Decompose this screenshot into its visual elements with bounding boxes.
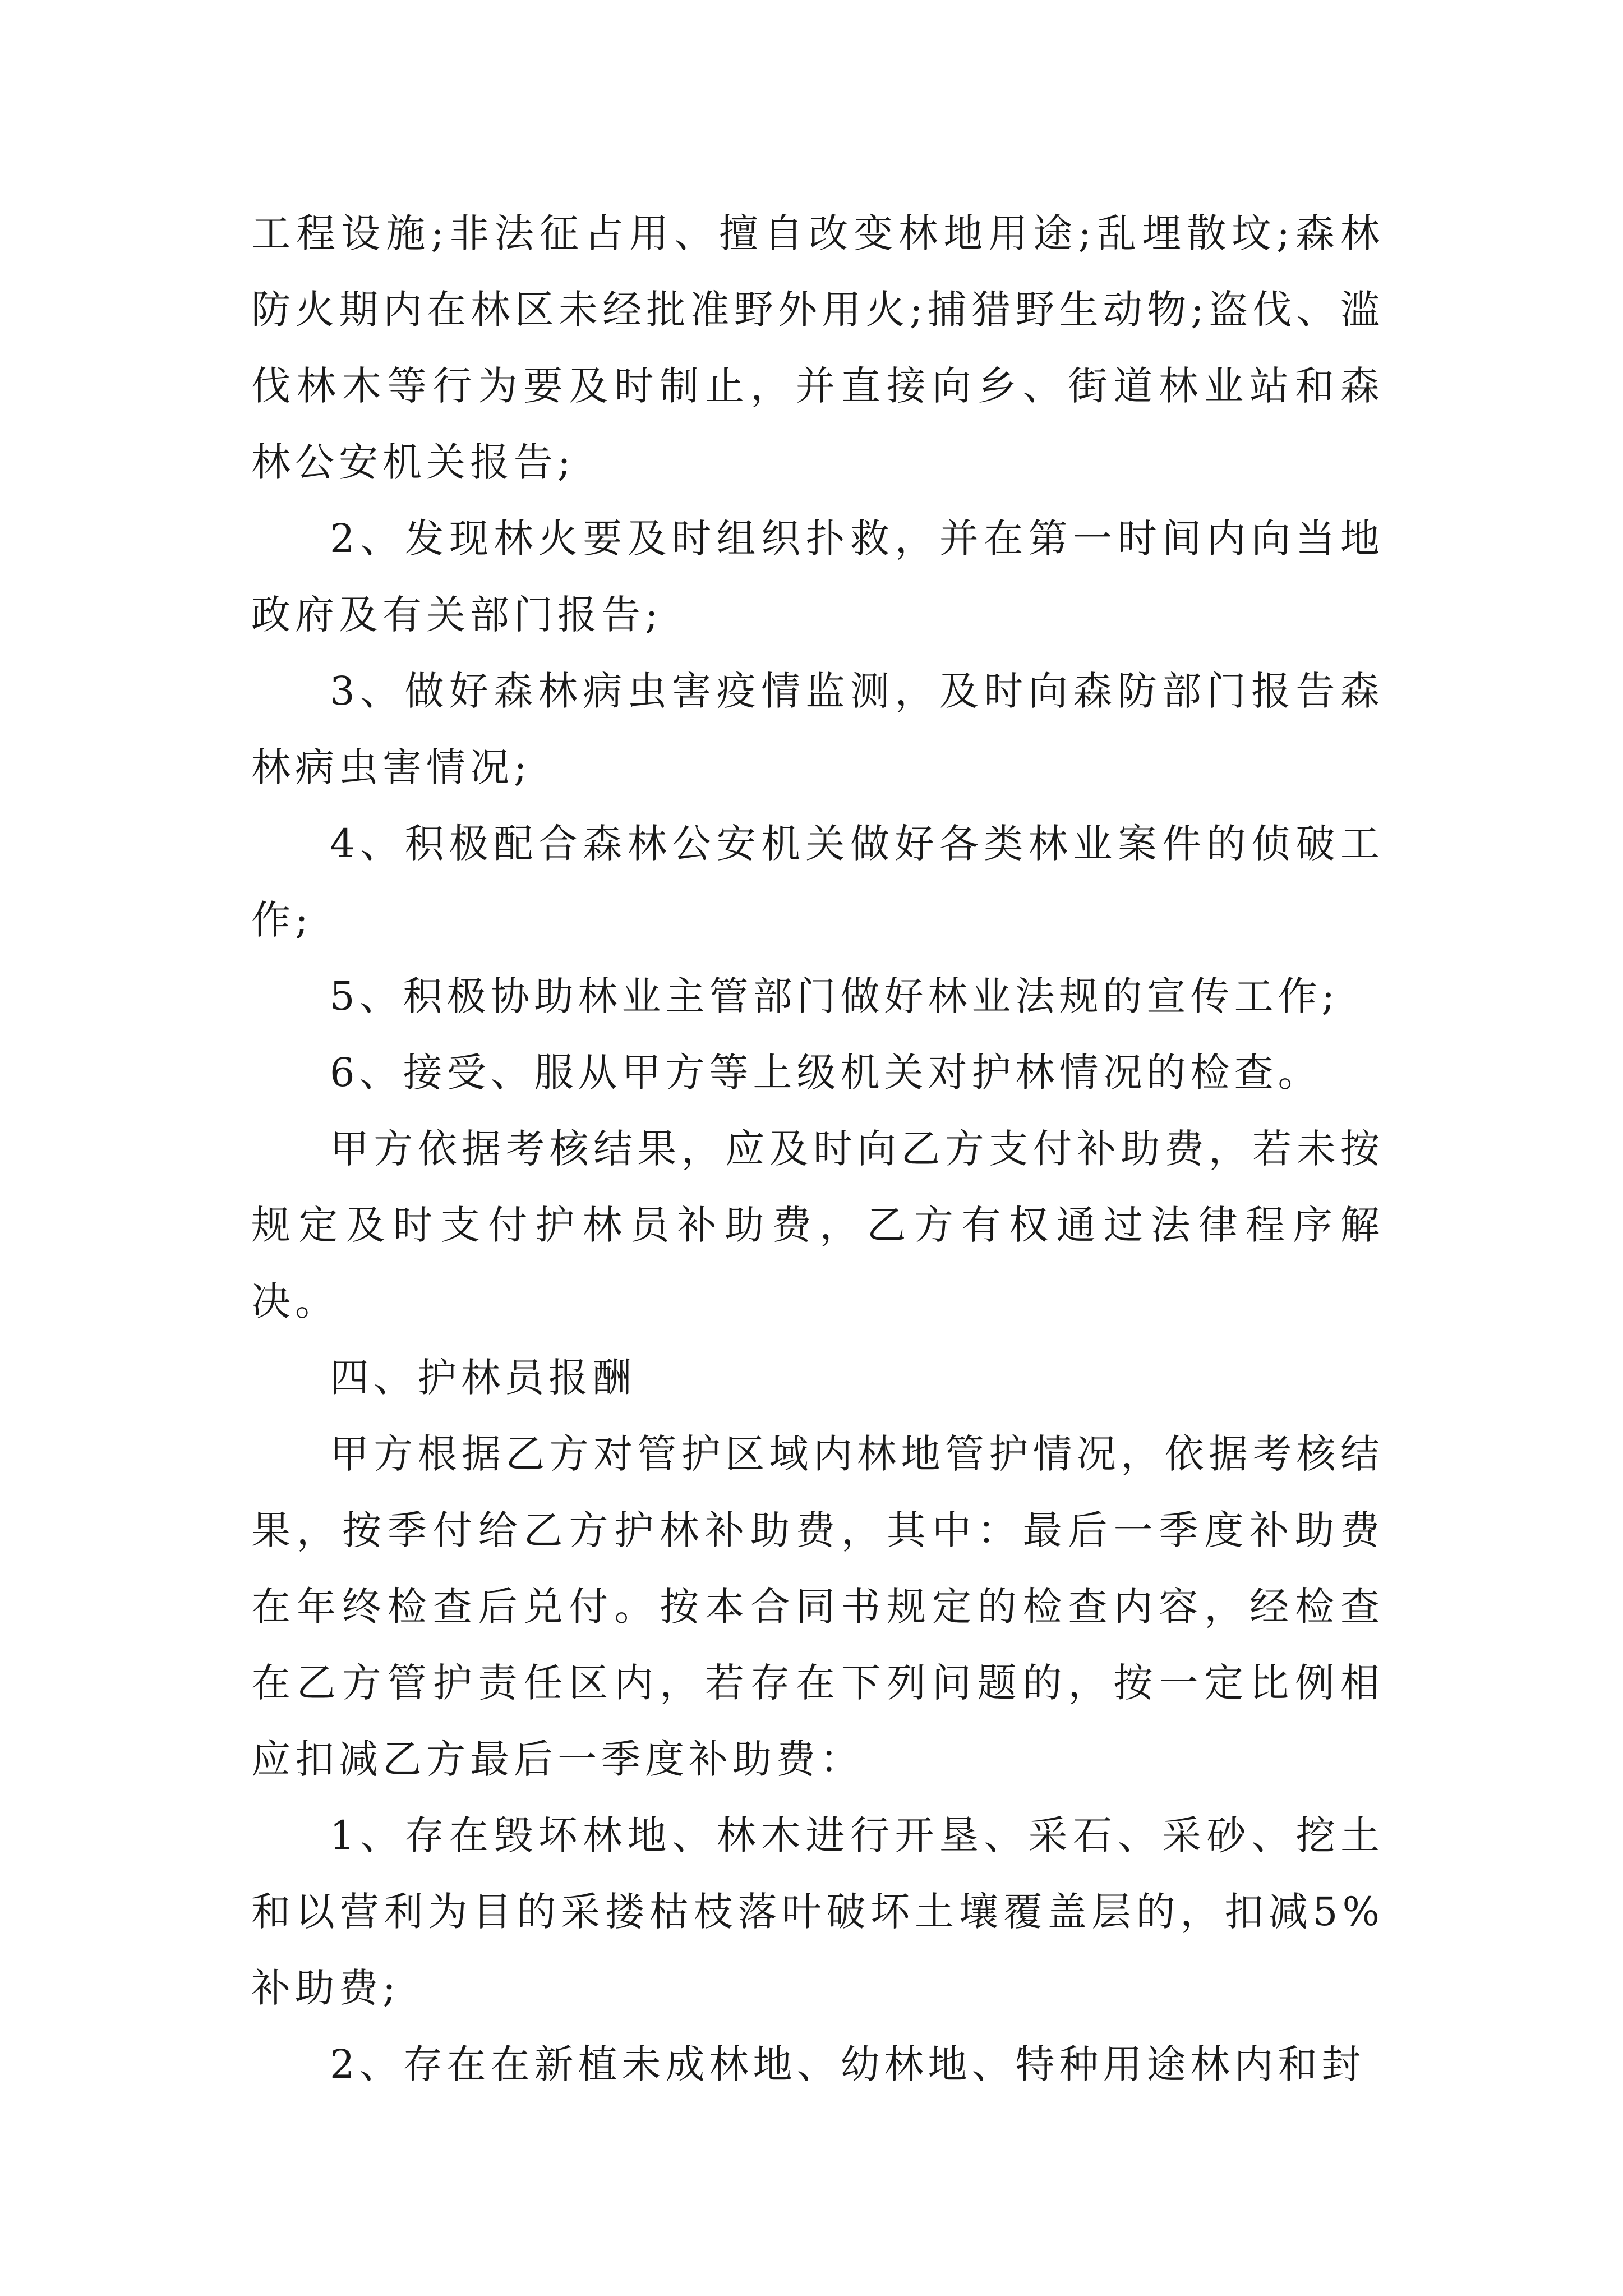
paragraph-3: 3、做好森林病虫害疫情监测，及时向森防部门报告森林病虫害情况;: [251, 668, 1384, 790]
paragraph-5: 5、积极协助林业主管部门做好林业法规的宣传工作;: [330, 973, 1340, 1019]
paragraph-9: 甲方根据乙方对管护区域内林地管护情况，依据考核结果，按季付给乙方护林补助费，其中：最后一季度补助费在年终检查后兑付。按本合同书规定的检查内容，经检查在乙方管护责任区内，若存在下列问题的，按一定比例相应扣减乙方最后一季度补助费：: [251, 1431, 1384, 1782]
paragraph-7: 甲方依据考核结果，应及时向乙方支付补助费，若未按规定及时支付护林员补助费，乙方有权通过法律程序解决。: [251, 1126, 1384, 1324]
section-heading: 四、护林员报酬: [330, 1355, 636, 1401]
paragraph-4: 4、积极配合森林公安机关做好各类林业案件的侦破工作;: [251, 821, 1384, 943]
paragraph-11: 2、存在在新植未成林地、幼林地、特种用途林内和封: [330, 2041, 1366, 2087]
paragraph-2: 2、发现林火要及时组织扑救，并在第一时间内向当地政府及有关部门报告;: [251, 516, 1384, 638]
paragraph-6: 6、接受、服从甲方等上级机关对护林情况的检查。: [330, 1050, 1322, 1096]
paragraph-1: 工程设施;非法征占用、擅自改变林地用途;乱埋散坟;森林防火期内在林区未经批准野外用火;捕猎野生动物;盗伐、滥伐林木等行为要及时制止，并直接向乡、街道林业站和森林公安机关报告;: [251, 210, 1384, 485]
paragraph-10: 1、存在毁坏林地、林木进行开垦、采石、采砂、挖土和以营利为目的采搂枯枝落叶破坏土壤覆盖层的，扣减5%补助费;: [251, 1812, 1384, 2011]
document-body: [251, 195, 1384, 2102]
